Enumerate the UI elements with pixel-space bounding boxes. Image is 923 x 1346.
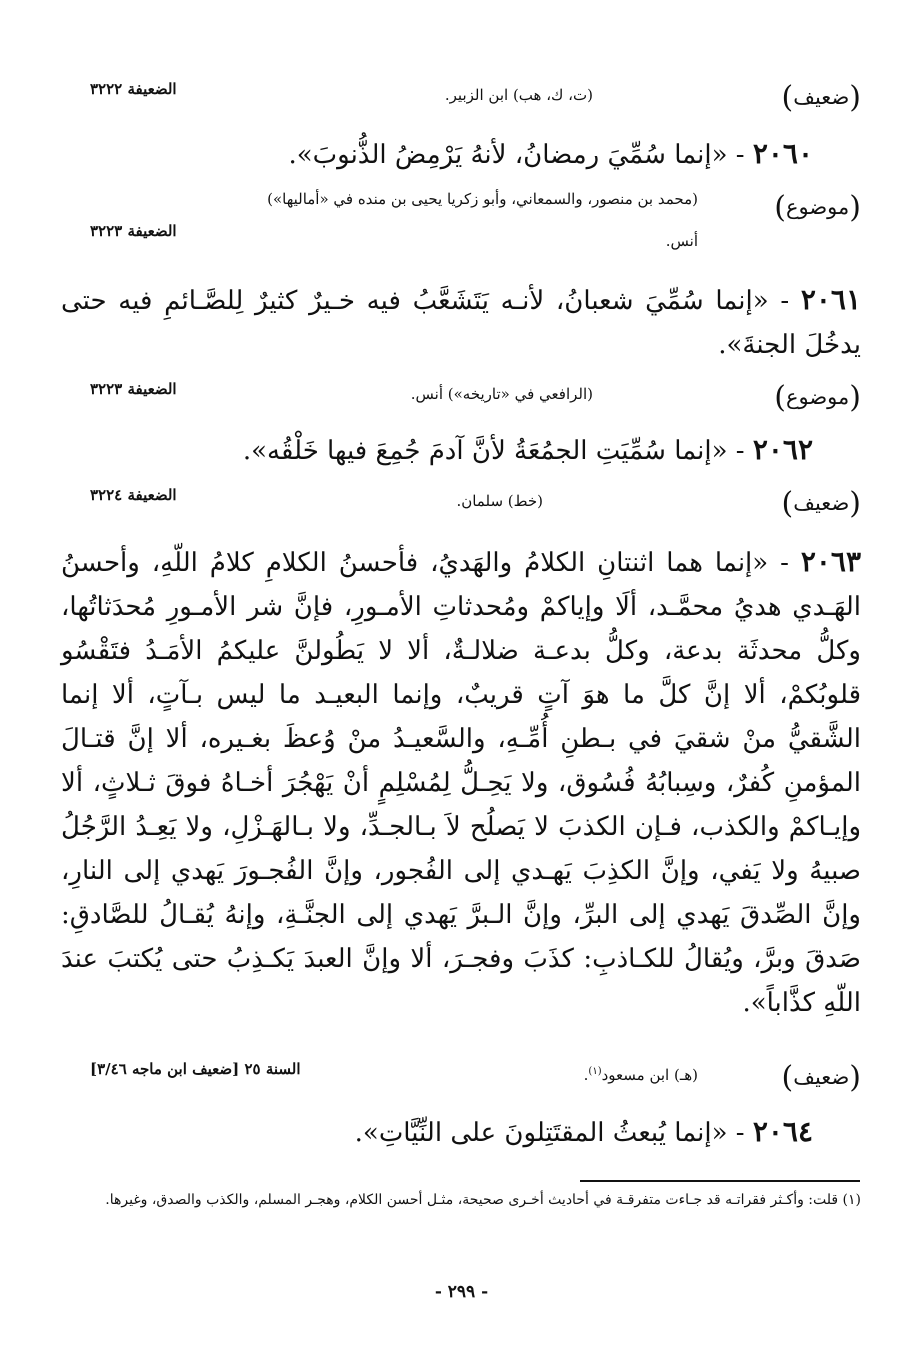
hadith-entry-2064 — [13, 1110, 813, 1155]
hadith-text: - «إنما هما اثنتانِ الكلامُ والهَديُ، فأحسنُ الكلامِ كلامُ اللّهِ، وأحسنُ الهَـدي هديُ محمَّـد، ألَا وإياكمْ ومُحدثاتِ الأمـورِ، فإنَّ شر الأمـورِ مُحدَثاتُها، وكلُّ محدثَة بدعة، وكلُّ بدعـة ضلالـةٌ، ألا لا يَطُولنَّ عليكمُ الأمَـدُ فتَقْسُو قلوبُكمْ، ألا إنَّ كلَّ ما هوَ آتٍ قريبٌ، وإنما البعيـد ما ليس بـآتٍ، ألا إنما الشَّقيُّ منْ شقيَ في بـطنِ أُمِّـهِ، والسَّعيـدُ منْ وُعظَ بغـيره، ألا إنَّ قتـالَ المؤمنِ كُفرٌ، وسِبابُهُ فُسُوق، ولا يَحِـلُّ لِمُسْلِمٍ أنْ يَهْجُرَ أخـاهُ فوقَ ثـلاثٍ، ألا وإيـاكمْ والكذب، فـإن الكذبَ لا يَصلُح لاَ بـالجـدِّ، ولا بـالهَـزْلِ، ولا يَعِـدُ الرَّجُلُ صبيهُ ولا يَفي، وإنَّ الكذِبَ يَهـدي إلى الفُجور، وإنَّ الفُجـورَ يَهدي إلى النارِ، وإنَّ الصِّدقَ يَهدي إلى البرِّ، وإنَّ الـبرَّ يَهدي إلى الجنَّـةِ، وإنهُ يُقـالُ للصَّادقِ: صَدقَ وبرَّ، ويُقالُ للكـاذبِ: كذَبَ وفجـرَ، ألا وإنَّ العبدَ يَكـذِبُ حتى يُكتبَ عندَ اللّهِ كذَّاباً». — [61, 548, 861, 1018]
footnote-marker[interactable]: (١) — [588, 1066, 602, 1077]
hadith-number: ٢٠٦٣ — [800, 545, 861, 578]
source-citation-line2: أنس. — [665, 232, 698, 250]
hadith-entry-2061 — [61, 278, 861, 367]
hadith-number: ٢٠٦٢ — [752, 433, 813, 466]
source-citation: (هـ) ابن مسعود$^{(١)}$. — [583, 1066, 698, 1084]
page-number: - ٢٩٩ - — [434, 1282, 489, 1302]
reference-label: الضعيفة ٣٢٢٣ — [90, 380, 177, 398]
grade-label: (موضوع) — [774, 190, 861, 225]
source-citation: (الرافعي في «تاريخه») أنس. — [410, 385, 593, 403]
hadith-entry-2063 — [61, 540, 861, 1025]
reference-label: الضعيفة ٣٢٢٤ — [90, 486, 177, 504]
grade-label: (ضعيف) — [781, 80, 861, 115]
hadith-text: - «إنما يُبعثُ المقتَتِلونَ على النِّيَّاتِ». — [354, 1118, 745, 1148]
source-citation: (خط) سلمان. — [456, 492, 543, 510]
reference-label: السنة ٢٥ [ضعيف ابن ماجه ٣/٤٦] — [90, 1060, 301, 1078]
hadith-text: - «إنما سُمِّيَ شعبانُ، لأنـه يَتَشَعَّبُ فيه خـيرٌ كثيرٌ لِلصَّـائمِ فيه حتى يدخُلَ الجنةَ». — [61, 286, 861, 360]
source-citation: (محمد بن منصور، والسمعاني، وأبو زكريا يحيى بن منده في «أماليها») — [267, 190, 698, 208]
grade-label: (ضعيف) — [781, 1060, 861, 1095]
reference-label: الضعيفة ٣٢٢٢ — [90, 80, 177, 98]
hadith-entry-2062 — [13, 428, 813, 473]
hadith-number: ٢٠٦٤ — [752, 1115, 813, 1148]
source-citation: (ت، ك، هب) ابن الزبير. — [444, 86, 593, 104]
grade-label: (ضعيف) — [781, 486, 861, 521]
hadith-number: ٢٠٦٠ — [752, 137, 813, 170]
hadith-entry-2060 — [13, 132, 813, 177]
reference-label: الضعيفة ٣٢٢٣ — [90, 222, 177, 240]
footnote: (١) قلت: وأكـثر فقراتـه قد جـاءت متفرقـة في أحاديث أخـرى صحيحة، مثـل أحسن الكلام، وهجـر المسلم، والكذب والصدق، وغيرها. — [105, 1192, 861, 1208]
hadith-text: - «إنما سُمِّيَتِ الجمُعَةُ لأنَّ آدمَ جُمِعَ فيها خَلْقُه». — [242, 436, 745, 466]
footnote-divider — [580, 1180, 860, 1182]
hadith-number: ٢٠٦١ — [800, 283, 861, 316]
hadith-text: - «إنما سُمِّيَ رمضانُ، لأنهُ يَرْمِضُ الذُّنوبَ». — [288, 140, 745, 170]
grade-label: (موضوع) — [774, 380, 861, 415]
